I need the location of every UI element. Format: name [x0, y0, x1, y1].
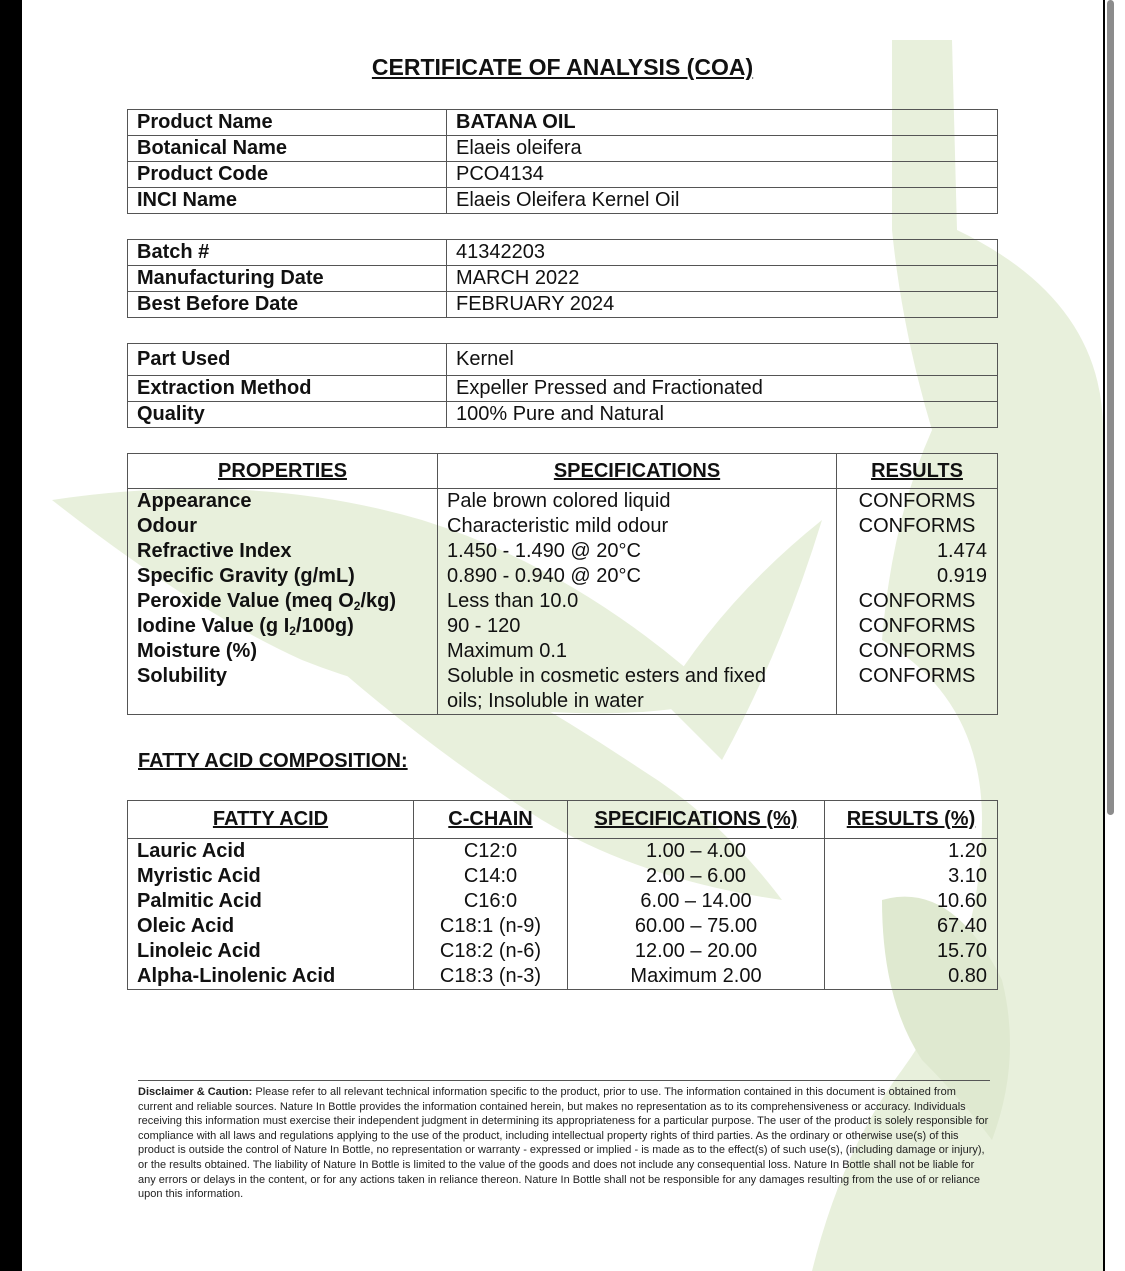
- label-extraction-method: Extraction Method: [128, 376, 447, 402]
- fatty-acid-chain: C18:2 (n-6): [414, 939, 568, 964]
- label-inci-name: INCI Name: [128, 188, 447, 214]
- table-row: [128, 376, 998, 402]
- subscript: 2: [353, 599, 361, 613]
- fatty-acid-spec: 12.00 – 20.00: [568, 939, 825, 964]
- property-spec: 90 - 120: [438, 614, 837, 639]
- table-row: [128, 489, 998, 515]
- property-name: [128, 589, 438, 614]
- table-row: [128, 914, 998, 939]
- table-row: [128, 664, 998, 715]
- table-row: [128, 402, 998, 428]
- table-row: [128, 564, 998, 589]
- value-botanical-name: Elaeis oleifera: [447, 136, 998, 162]
- property-spec: 0.890 - 0.940 @ 20°C: [438, 564, 837, 589]
- table-row: [128, 162, 998, 188]
- table-row: [128, 639, 998, 664]
- table-row: [128, 188, 998, 214]
- table-row: [128, 292, 998, 318]
- page-title: CERTIFICATE OF ANALYSIS (COA): [371, 54, 754, 80]
- scrollbar-thumb[interactable]: [1107, 0, 1114, 815]
- fatty-acid-name: Myristic Acid: [128, 864, 414, 889]
- table-row: [128, 110, 998, 136]
- value-product-name: BATANA OIL: [447, 110, 998, 136]
- value-manufacturing-date: MARCH 2022: [447, 266, 998, 292]
- fatty-acid-spec: 6.00 – 14.00: [568, 889, 825, 914]
- property-spec: Less than 10.0: [438, 589, 837, 614]
- property-result: CONFORMS: [837, 514, 998, 539]
- table-row: [128, 864, 998, 889]
- value-batch: 41342203: [447, 240, 998, 266]
- property-result: CONFORMS: [837, 664, 998, 715]
- table-row: [128, 614, 998, 639]
- fatty-acid-spec: Maximum 2.00: [568, 964, 825, 990]
- table-header-row: [128, 454, 998, 489]
- header-results: RESULTS: [837, 454, 998, 489]
- property-name: Solubility: [128, 664, 438, 715]
- value-best-before: FEBRUARY 2024: [447, 292, 998, 318]
- property-spec: Characteristic mild odour: [438, 514, 837, 539]
- fatty-acid-name: Palmitic Acid: [128, 889, 414, 914]
- property-name-part: /100g): [295, 615, 354, 637]
- fatty-acid-result: 15.70: [825, 939, 998, 964]
- header-fatty-acid: FATTY ACID: [128, 801, 414, 839]
- fatty-acid-name: Alpha-Linolenic Acid: [128, 964, 414, 990]
- property-result: CONFORMS: [837, 589, 998, 614]
- property-name-part: Iodine Value (g I: [137, 615, 290, 637]
- table-row: [128, 344, 998, 376]
- product-info-table: [127, 109, 998, 214]
- fatty-acid-table: [127, 800, 998, 990]
- property-name: Moisture (%): [128, 639, 438, 664]
- header-c-chain: C-CHAIN: [414, 801, 568, 839]
- header-specifications: SPECIFICATIONS: [438, 454, 837, 489]
- fatty-acid-result: 3.10: [825, 864, 998, 889]
- table-row: [128, 964, 998, 990]
- property-result: CONFORMS: [837, 614, 998, 639]
- fatty-acid-spec: 2.00 – 6.00: [568, 864, 825, 889]
- label-part-used: Part Used: [128, 344, 447, 376]
- value-extraction-method: Expeller Pressed and Fractionated: [447, 376, 998, 402]
- fatty-acid-chain: C18:1 (n-9): [414, 914, 568, 939]
- disclaimer-label: Disclaimer & Caution:: [138, 1086, 253, 1098]
- fatty-acid-heading: FATTY ACID COMPOSITION:: [138, 750, 408, 772]
- label-manufacturing-date: Manufacturing Date: [128, 266, 447, 292]
- spec-line: Soluble in cosmetic esters and fixed: [447, 665, 767, 687]
- batch-info-table: [127, 239, 998, 318]
- header-results-pct: RESULTS (%): [825, 801, 998, 839]
- table-row: [128, 839, 998, 865]
- table-row: [128, 240, 998, 266]
- property-result: 1.474: [837, 539, 998, 564]
- properties-table: [127, 453, 998, 715]
- disclaimer-text: Please refer to all relevant technical information specific to the product, prior to use. The information contained in this document is obtained from current and reliable sources. Nature In Bottle provides the information contained herein, but makes no representation as to its comprehensiveness or accuracy. Individuals receiving this information must exercise their independent judgment in determining its appropriateness for a particular purpose. The user of the product is solely responsible for compliance with all laws and regulations applying to the use of the product, including intellectual property rights of third parties. As the ordinary or otherwise use(s) of this product is outside the control of Nature In Bottle, no representation or warranty - expressed or implied - is made as to the effect(s) of such use(s), (including damage or injury), or the results obtained. The liability of Nature In Bottle is limited to the value of the goods and does not include any consequential loss. Nature In Bottle shall not be liable for any errors or delays in the content, or for any actions taken in reliance thereon. Nature In Bottle shall not be responsible for any damages resulting from the use of or reliance upon this information.: [138, 1086, 989, 1201]
- table-header-row: [128, 801, 998, 839]
- property-result: 0.919: [837, 564, 998, 589]
- property-spec: [438, 664, 837, 715]
- subscript: 2: [289, 624, 296, 638]
- label-botanical-name: Botanical Name: [128, 136, 447, 162]
- header-properties: PROPERTIES: [128, 454, 438, 489]
- table-row: [128, 514, 998, 539]
- table-row: [128, 266, 998, 292]
- table-row: [128, 889, 998, 914]
- fatty-acid-chain: C16:0: [414, 889, 568, 914]
- property-name: Appearance: [128, 489, 438, 515]
- label-product-name: Product Name: [128, 110, 447, 136]
- fatty-acid-result: 10.60: [825, 889, 998, 914]
- fatty-acid-chain: C12:0: [414, 839, 568, 865]
- property-spec: Maximum 0.1: [438, 639, 837, 664]
- header-specifications-pct: SPECIFICATIONS (%): [568, 801, 825, 839]
- property-name-part: /kg): [360, 590, 396, 612]
- fatty-acid-result: 0.80: [825, 964, 998, 990]
- value-quality: 100% Pure and Natural: [447, 402, 998, 428]
- table-row: [128, 589, 998, 614]
- label-quality: Quality: [128, 402, 447, 428]
- spec-line: oils; Insoluble in water: [447, 690, 644, 712]
- property-name: [128, 614, 438, 639]
- fatty-acid-chain: C18:3 (n-3): [414, 964, 568, 990]
- value-part-used: Kernel: [447, 344, 998, 376]
- fatty-acid-result: 1.20: [825, 839, 998, 865]
- fatty-acid-chain: C14:0: [414, 864, 568, 889]
- table-row: [128, 136, 998, 162]
- value-product-code: PCO4134: [447, 162, 998, 188]
- value-inci-name: Elaeis Oleifera Kernel Oil: [447, 188, 998, 214]
- disclaimer: [138, 1080, 990, 1202]
- property-name-part: Peroxide Value (meq O: [137, 590, 354, 612]
- document-page: [22, 0, 1103, 1271]
- property-result: CONFORMS: [837, 639, 998, 664]
- label-batch: Batch #: [128, 240, 447, 266]
- label-best-before: Best Before Date: [128, 292, 447, 318]
- property-spec: 1.450 - 1.490 @ 20°C: [438, 539, 837, 564]
- table-row: [128, 539, 998, 564]
- fatty-acid-name: Lauric Acid: [128, 839, 414, 865]
- fatty-acid-name: Oleic Acid: [128, 914, 414, 939]
- fatty-acid-name: Linoleic Acid: [128, 939, 414, 964]
- fatty-acid-spec: 60.00 – 75.00: [568, 914, 825, 939]
- property-name: Odour: [128, 514, 438, 539]
- table-row: [128, 939, 998, 964]
- label-product-code: Product Code: [128, 162, 447, 188]
- property-result: CONFORMS: [837, 489, 998, 515]
- fatty-acid-result: 67.40: [825, 914, 998, 939]
- property-spec: Pale brown colored liquid: [438, 489, 837, 515]
- source-info-table: [127, 343, 998, 428]
- fatty-acid-spec: 1.00 – 4.00: [568, 839, 825, 865]
- property-name: Refractive Index: [128, 539, 438, 564]
- property-name: Specific Gravity (g/mL): [128, 564, 438, 589]
